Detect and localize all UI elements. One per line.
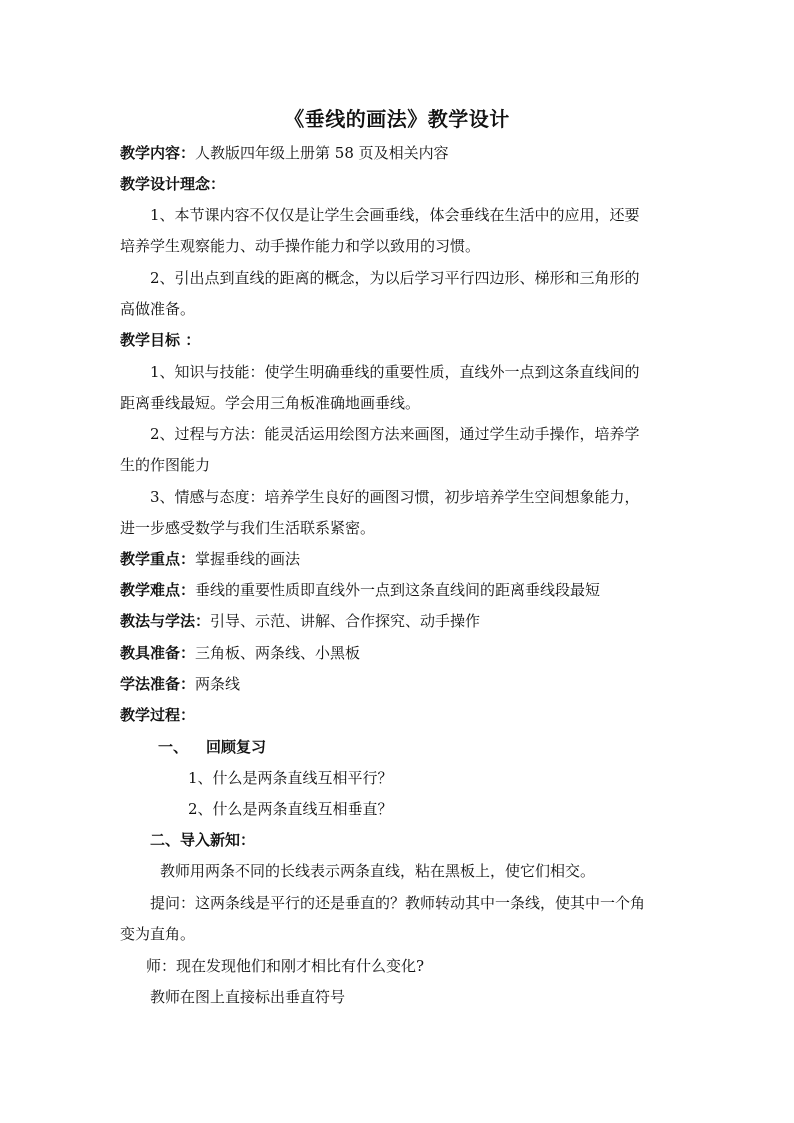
objective-1-line2: 距离垂线最短。学会用三角板准确地画垂线。 (120, 394, 421, 412)
section-1-number: 一、 (158, 738, 189, 756)
key-point-line (120, 549, 300, 569)
difficulty-line (120, 580, 600, 600)
intro-line-4: 师：现在发现他们和刚才相比有什么变化? (146, 957, 425, 975)
review-question-1: 1、什么是两条直线互相平行？ (188, 769, 393, 787)
objective-3-line2: 进一步感受数学与我们生活联系紧密。 (120, 519, 376, 537)
review-question-2: 2、什么是两条直线互相垂直？ (188, 800, 393, 818)
key-point-label: 教学重点： (120, 550, 196, 568)
intro-line-1: 教师用两条不同的长线表示两条直线，粘在黑板上，使它们相交。 (160, 862, 596, 880)
key-point-text: 掌握垂线的画法 (195, 550, 301, 568)
teacher-prep-label: 教具准备： (120, 644, 196, 662)
intro-line-2: 提问：这两条线是平行的还是垂直的？教师转动其中一条线，使其中一个角 (150, 894, 646, 912)
methods-line (120, 611, 480, 631)
difficulty-label: 教学难点： (120, 581, 196, 599)
design-concept-p2-line1: 2、引出点到直线的距离的概念，为以后学习平行四边形、梯形和三角形的 (150, 269, 640, 287)
teacher-prep-text: 三角板、两条线、小黑板 (195, 644, 361, 662)
intro-line-3: 变为直角。 (120, 925, 196, 943)
methods-label: 教法与学法： (120, 612, 211, 630)
section-1-title: 回顾复习 (206, 738, 267, 756)
section-2-title: 二、导入新知： (150, 831, 256, 849)
student-prep-label: 学法准备： (120, 675, 196, 693)
methods-text: 引导、示范、讲解、合作探究、动手操作 (210, 612, 481, 630)
design-concept-p1-line2: 培养学生观察能力、动手操作能力和学以致用的习惯。 (120, 237, 481, 255)
content-label: 教学内容： (120, 144, 196, 162)
content-text: 人教版四年级上册第 58 页及相关内容 (195, 144, 449, 162)
process-label: 教学过程： (120, 706, 196, 724)
design-concept-p1-line1: 1、本节课内容不仅仅是让学生会画垂线，体会垂线在生活中的应用，还要 (150, 206, 640, 224)
document-title: 《垂线的画法》教学设计 (284, 107, 510, 131)
objective-1-line1: 1、知识与技能：使学生明确垂线的重要性质，直线外一点到这条直线间的 (150, 363, 640, 381)
student-prep-text: 两条线 (195, 675, 241, 693)
objective-3-line1: 3、情感与态度：培养学生良好的画图习惯，初步培养学生空间想象能力， (150, 488, 640, 506)
objective-2-line2: 生的作图能力 (120, 456, 211, 474)
student-prep-line (120, 674, 240, 694)
objectives-label: 教学目标 ： (120, 331, 201, 349)
design-concept-label: 教学设计理念： (120, 175, 226, 193)
objective-2-line1: 2、过程与方法：能灵活运用绘图方法来画图，通过学生动手操作，培养学 (150, 425, 640, 443)
design-concept-p2-line2: 高做准备。 (120, 300, 196, 318)
teacher-prep-line (120, 643, 360, 663)
intro-line-5: 教师在图上直接标出垂直符号 (150, 988, 346, 1006)
content-line (120, 143, 449, 163)
difficulty-text: 垂线的重要性质即直线外一点到这条直线间的距离垂线段最短 (195, 581, 601, 599)
